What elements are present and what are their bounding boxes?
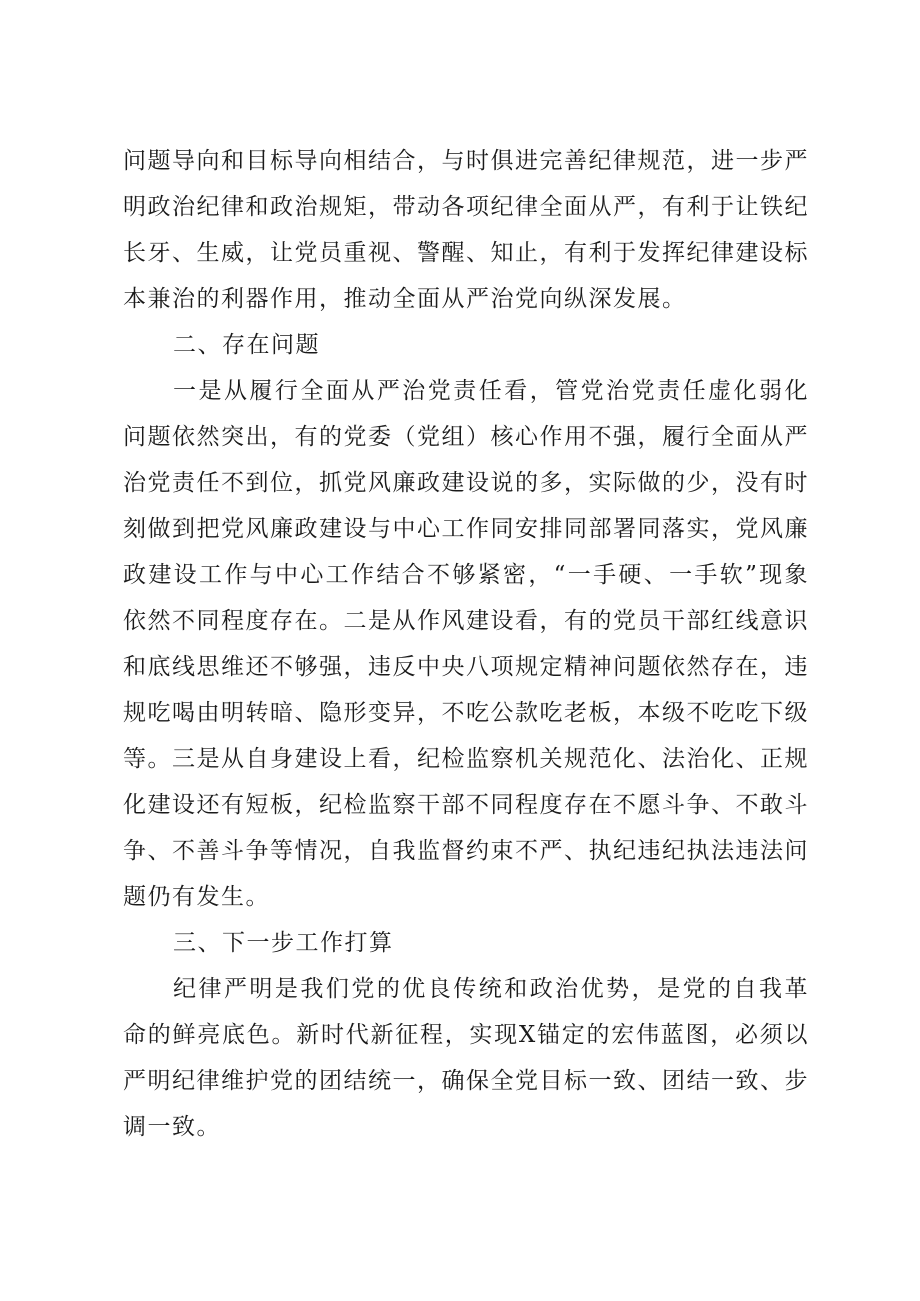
section-heading-problems: 二、存在问题 — [173, 332, 320, 358]
section-heading-next-steps: 三、下一步工作打算 — [173, 930, 394, 956]
paragraph-continuation: 问题导向和目标导向相结合，与时俱进完善纪律规范，进一步严明政治纪律和政治规矩，带动各项纪律全面从严，有利于让铁纪长牙、生威，让党员重视、警醒、知止，有利于发挥纪律建设标本兼治的利器作用，推动全面从严治党向纵深发展。 — [123, 148, 809, 312]
document-body — [123, 138, 809, 1150]
paragraph-next-steps: 纪律严明是我们党的优良传统和政治优势，是党的自我革命的鲜亮底色。新时代新征程，实现X锚定的宏伟蓝图，必须以严明纪律维护党的团结统一，确保全党目标一致、团结一致、步调一致。 — [123, 976, 809, 1140]
paragraph-problems: 一是从履行全面从严治党责任看，管党治党责任虚化弱化问题依然突出，有的党委（党组）核心作用不强，履行全面从严治党责任不到位，抓党风廉政建设说的多，实际做的少，没有时刻做到把党风廉政建设与中心工作同安排同部署同落实，党风廉政建设工作与中心工作结合不够紧密，“一手硬、一手软”现象依然不同程度存在。二是从作风建设看，有的党员干部红线意识和底线思维还不够强，违反中央八项规定精神问题依然存在，违规吃喝由明转暗、隐形变异，不吃公款吃老板，本级不吃吃下级等。三是从自身建设上看，纪检监察机关规范化、法治化、正规化建设还有短板，纪检监察干部不同程度存在不愿斗争、不敢斗争、不善斗争等情况，自我监督约束不严、执纪违纪执法违法问题仍有发生。 — [123, 378, 809, 910]
